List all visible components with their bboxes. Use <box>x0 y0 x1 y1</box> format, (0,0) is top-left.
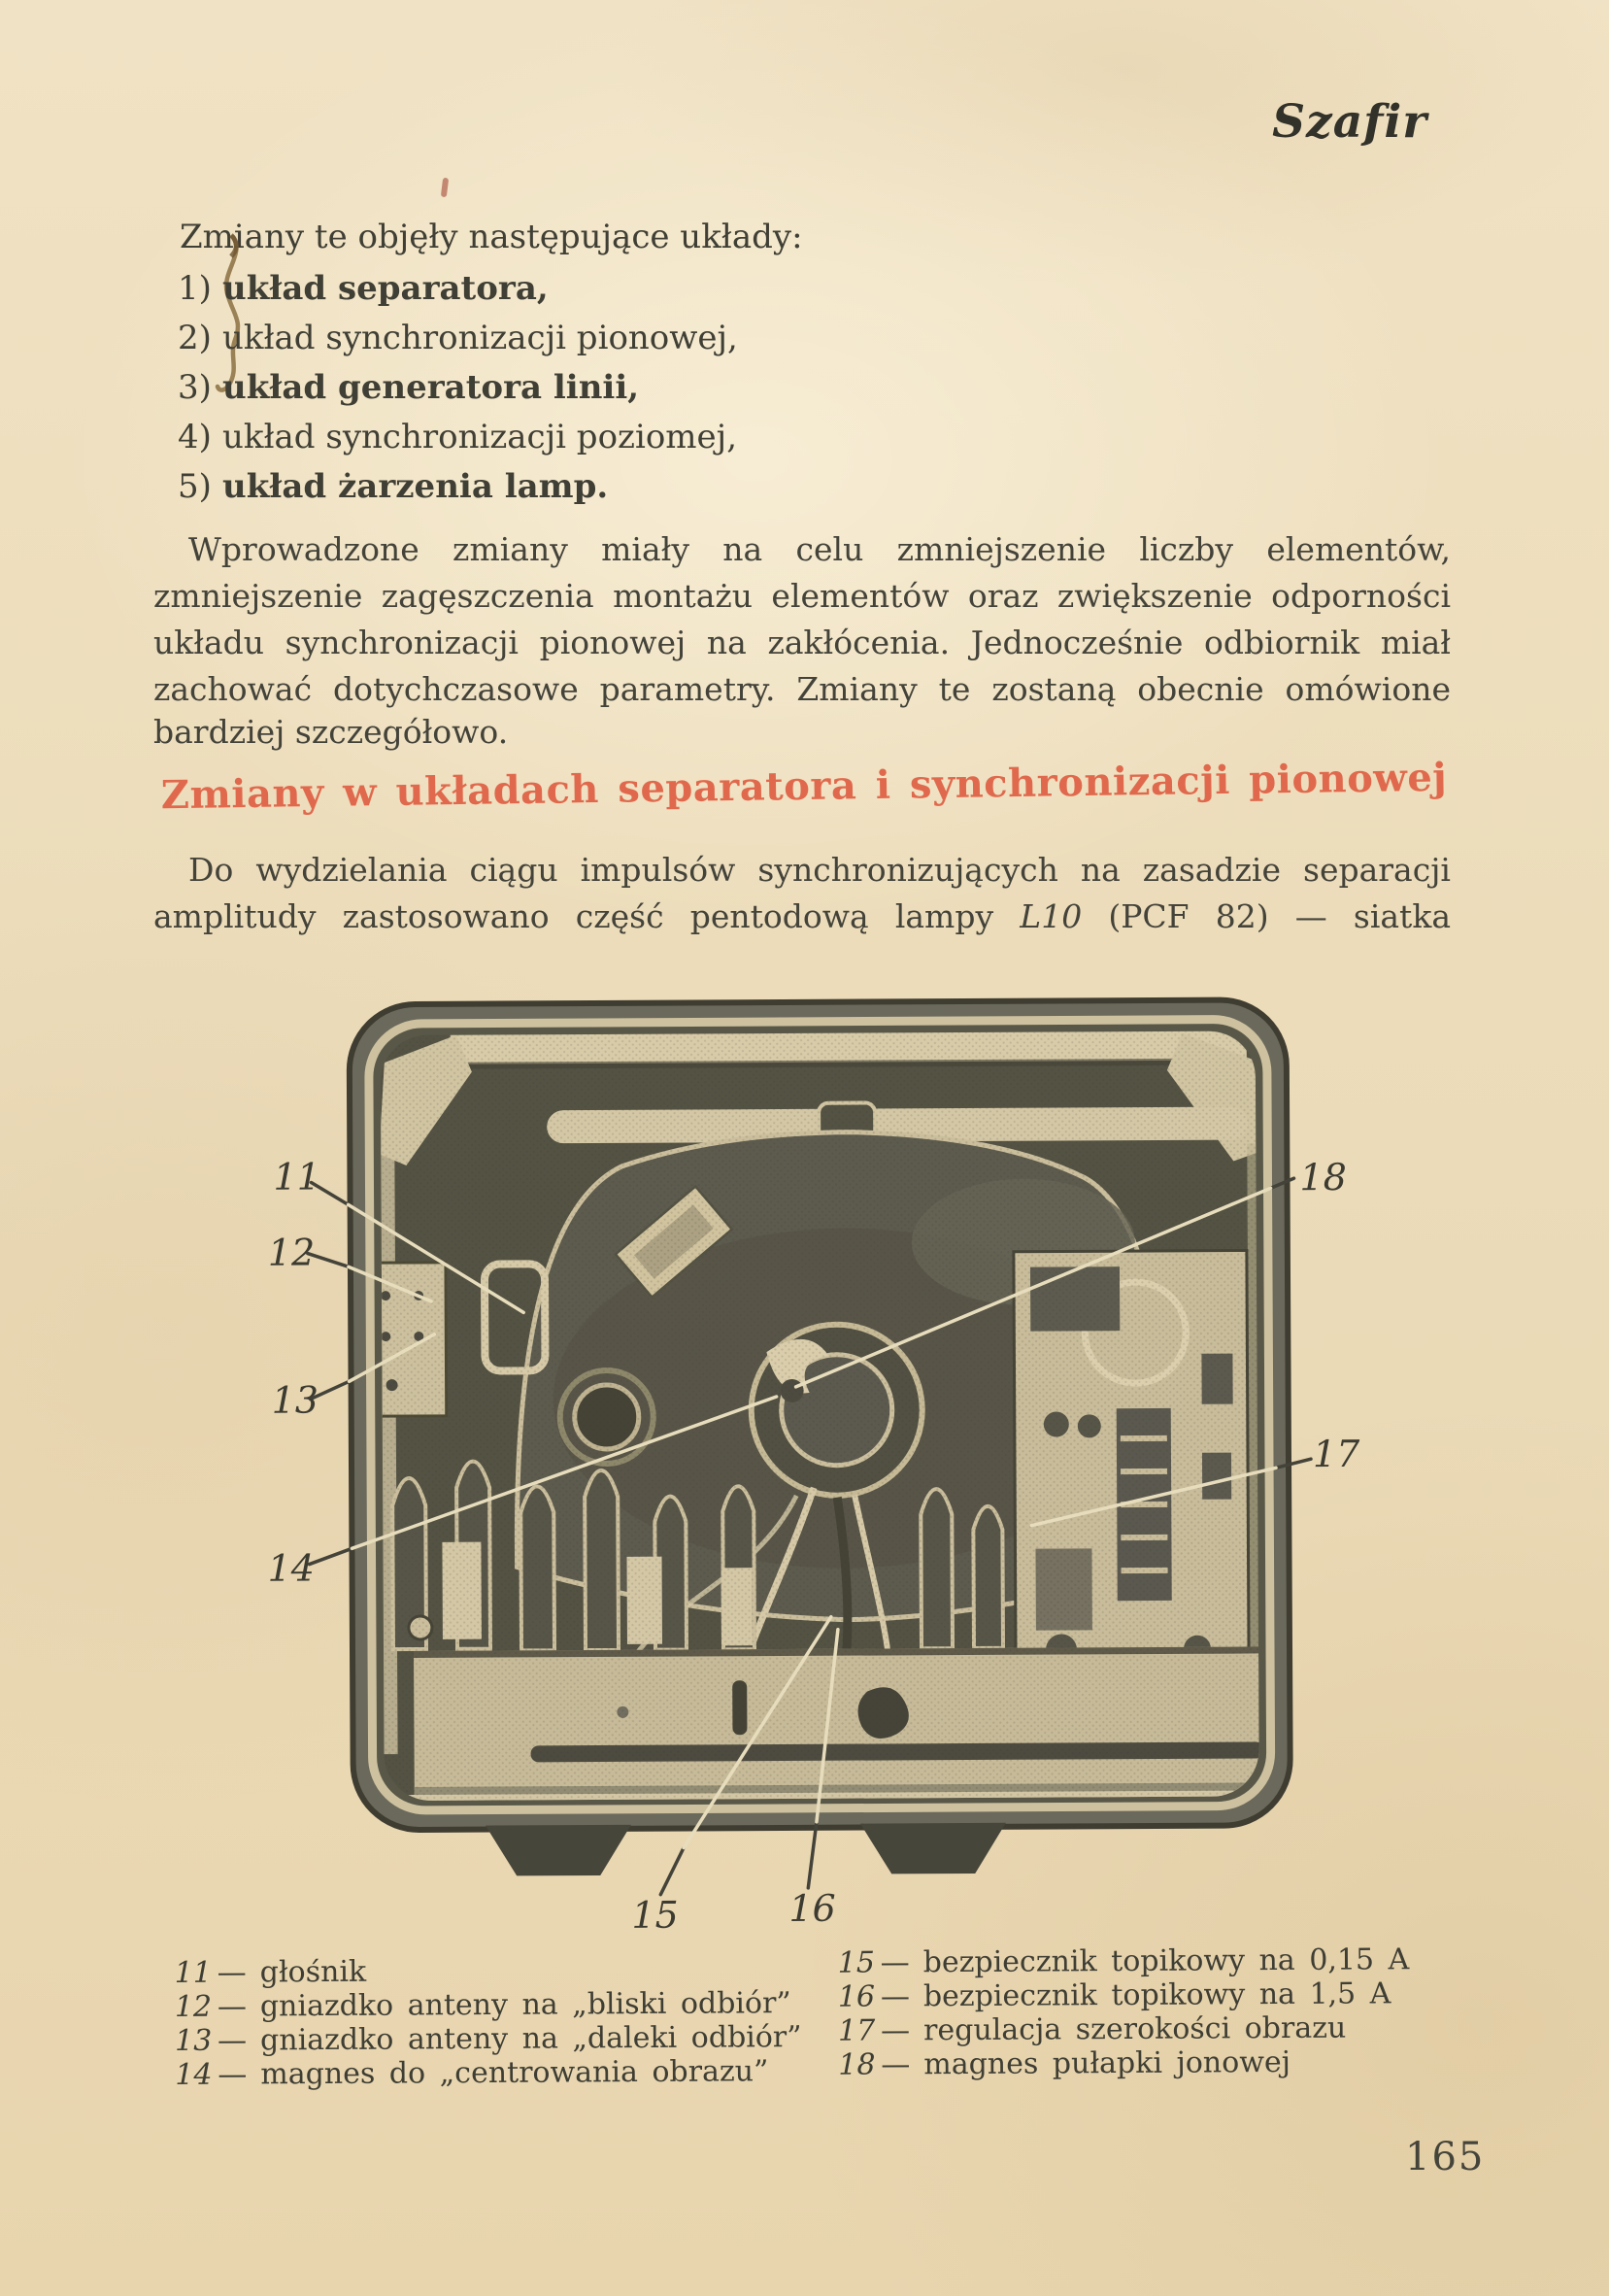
callout-label-16: 16 <box>788 1886 836 1930</box>
list-item-5-number: 5) <box>178 467 212 506</box>
ink-speck-artifact <box>441 178 449 198</box>
paragraph-line: układu synchronizacji pionowej na zakłócenia. Jednocześnie odbiornik miał <box>153 624 1451 661</box>
list-item-3-number: 3) <box>178 368 212 407</box>
paragraph-line: Do wydzielania ciągu impulsów synchronizujących na zasadzie separacji <box>188 851 1451 889</box>
paragraph-line-part: amplitudy zastosowano część pentodową lampy <box>153 897 994 935</box>
list-item-2 <box>178 319 738 358</box>
legend-text: gniazdko anteny na „bliski odbiór” <box>259 1986 791 2024</box>
callout-label-15: 15 <box>631 1893 679 1937</box>
tv-chassis-photo <box>162 988 1400 1937</box>
body-paragraph <box>153 526 1451 769</box>
legend-number: 14 <box>175 2057 213 2092</box>
legend-number: 15 <box>837 1945 875 1980</box>
legend-dash: — <box>880 1979 911 2014</box>
section-paragraph <box>153 847 1451 944</box>
list-item-5-text: układ żarzenia lamp. <box>222 467 609 506</box>
page-number: 165 <box>1405 2135 1486 2179</box>
list-item-4-number: 4) <box>178 418 212 456</box>
legend-dash: — <box>881 2013 911 2048</box>
legend-number: 18 <box>838 2047 876 2082</box>
legend-dash: — <box>881 2047 911 2082</box>
legend-dash: — <box>218 2057 248 2092</box>
legend-text: głośnik <box>259 1954 367 1990</box>
list-item-1-number: 1) <box>178 269 212 308</box>
legend-text: bezpiecznik topikowy na 1,5 A <box>922 1976 1391 2014</box>
list-item-1 <box>178 269 549 309</box>
paragraph-line: zachować dotychczasowe parametry. Zmiany te zostaną obecnie omówione <box>153 670 1451 708</box>
legend-dash: — <box>217 1955 247 1990</box>
paragraph-line: zmniejszenie zagęszczenia montażu elementów oraz zwiększenie odporności <box>153 577 1451 615</box>
legend-dash: — <box>217 1989 248 2024</box>
legend-text: regulacja szerokości obrazu <box>923 2010 1347 2048</box>
list-item-4 <box>178 418 737 457</box>
tube-designation: L10 <box>1020 897 1083 935</box>
legend-number: 17 <box>838 2013 876 2048</box>
legend-row <box>838 2044 1410 2082</box>
paragraph-line-part: (PCF 82) — siatka <box>1108 897 1451 935</box>
legend-text: bezpiecznik topikowy na 0,15 A <box>922 1942 1410 1980</box>
list-item-5 <box>178 467 608 507</box>
callout-label-18: 18 <box>1299 1155 1347 1199</box>
callout-label-14: 14 <box>267 1546 316 1590</box>
legend-number: 11 <box>174 1955 212 1990</box>
list-item-2-number: 2) <box>178 319 212 357</box>
list-item-3-text: układ generatora linii, <box>222 368 640 407</box>
legend-number: 16 <box>837 1979 876 2014</box>
list-item-1-text: układ separatora, <box>222 269 549 308</box>
section-heading: Zmiany w układach separatora i synchronizacji pionowej <box>160 754 1448 819</box>
page-header-title: Szafir <box>1272 95 1427 149</box>
legend-text: magnes do „centrowania obrazu” <box>260 2054 769 2092</box>
callout-label-11: 11 <box>273 1155 320 1199</box>
list-item-2-text: układ synchronizacji pionowej, <box>222 319 738 357</box>
callout-label-12: 12 <box>267 1231 316 1274</box>
legend-row <box>175 2020 802 2058</box>
paragraph-line: bardziej szczegółowo. <box>153 713 509 751</box>
legend-number: 12 <box>174 1989 213 2024</box>
legend-row <box>175 2054 802 2092</box>
legend-row <box>838 1942 1410 1980</box>
legend-row <box>175 1986 802 2024</box>
legend-dash: — <box>218 2023 248 2058</box>
intro-lead: Zmiany te objęły następujące układy: <box>180 218 803 256</box>
figure-legend-right <box>838 1942 1410 2082</box>
paragraph-line: Wprowadzone zmiany miały na celu zmniejszenie liczby elementów, <box>188 530 1451 568</box>
legend-number: 13 <box>175 2023 213 2058</box>
list-item-4-text: układ synchronizacji poziomej, <box>222 418 738 456</box>
paragraph-line <box>153 894 1451 940</box>
callout-label-17: 17 <box>1312 1432 1360 1476</box>
legend-text: magnes pułapki jonowej <box>923 2044 1291 2082</box>
legend-row <box>838 2010 1410 2048</box>
legend-row <box>838 1976 1410 2014</box>
list-item-3 <box>178 368 639 408</box>
legend-row <box>175 1952 802 1990</box>
callout-label-13: 13 <box>271 1378 319 1422</box>
legend-text: gniazdko anteny na „daleki odbiór” <box>260 2020 802 2058</box>
legend-dash: — <box>880 1945 910 1980</box>
figure-legend-left <box>175 1952 802 2092</box>
